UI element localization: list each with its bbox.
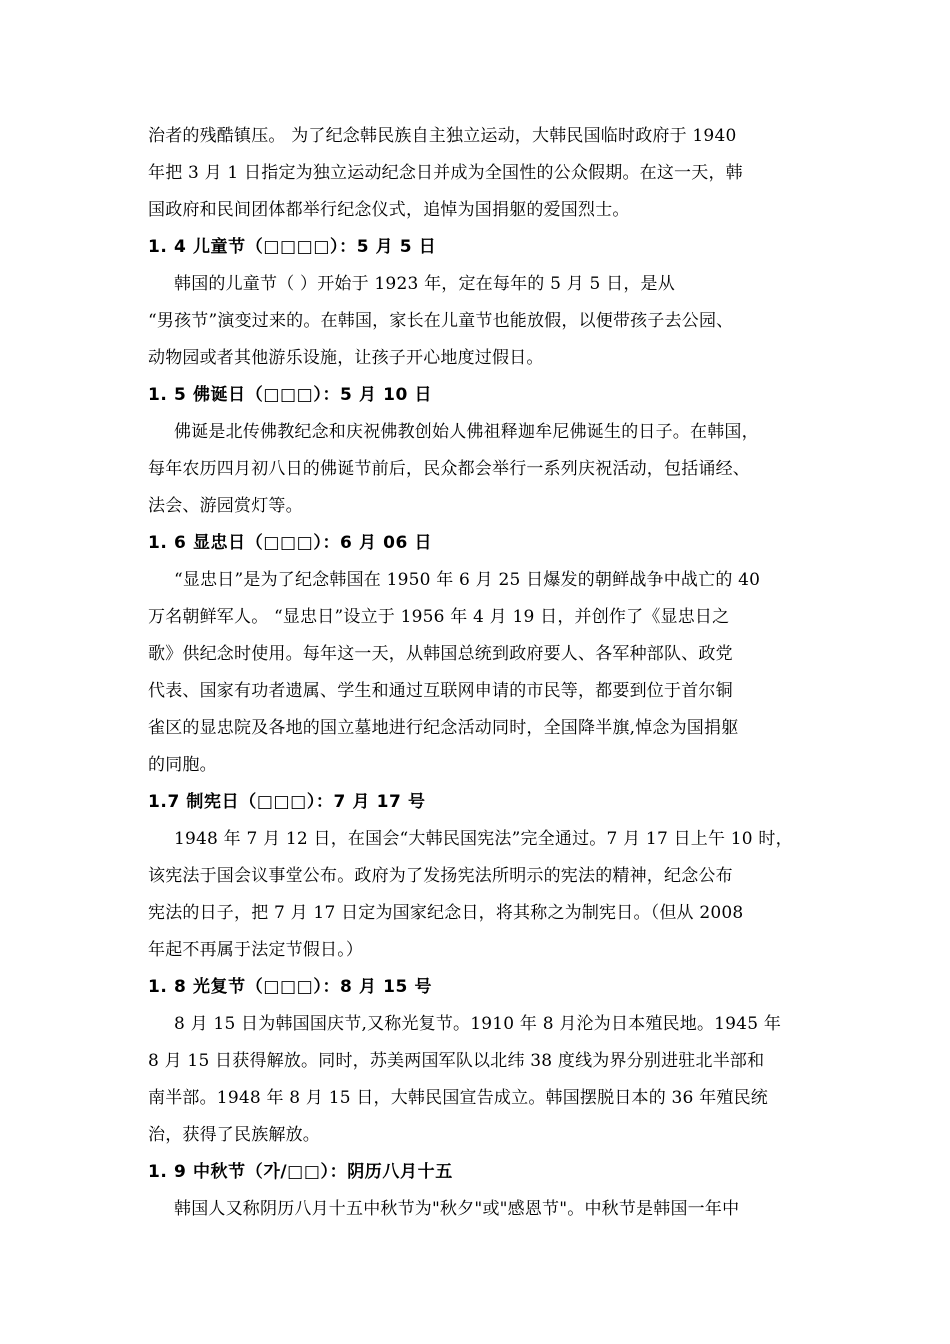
- paragraph-line: 韩国的儿童节（ ）开始于 1923 年，定在每年的 5 月 5 日，是从: [174, 274, 675, 294]
- paragraph-line: 8 月 15 日为韩国国庆节,又称光复节。1910 年 8 月沦为日本殖民地。1945 年: [174, 1014, 782, 1034]
- paragraph-line: 8 月 15 日获得解放。同时，苏美两国军队以北纬 38 度线为界分别进驻北半部和: [148, 1051, 765, 1071]
- paragraph-line: 动物园或者其他游乐设施，让孩子开心地度过假日。: [148, 348, 544, 368]
- paragraph-line: 雀区的显忠院及各地的国立墓地进行纪念活动同时，全国降半旗,悼念为国捐躯: [148, 718, 739, 738]
- paragraph-line: 治，获得了民族解放。: [148, 1125, 320, 1145]
- section-heading-memorial-day: 1. 6 显忠日（□□□）：6 月 06 日: [148, 533, 433, 553]
- paragraph-line: 年起不再属于法定节假日。）: [148, 940, 364, 960]
- paragraph-line: 韩国人又称阴历八月十五中秋节为"秋夕"或"感恩节"。中秋节是韩国一年中: [174, 1199, 740, 1219]
- paragraph-line: 代表、国家有功者遗属、学生和通过互联网申请的市民等，都要到位于首尔铜: [148, 681, 733, 701]
- paragraph-line: 年把 3 月 1 日指定为独立运动纪念日并成为全国性的公众假期。在这一天，韩: [148, 163, 743, 183]
- section-heading-liberation-day: 1. 8 光复节（□□□）：8 月 15 号: [148, 977, 433, 997]
- section-heading-childrens-day: 1. 4 儿童节（□□□□）：5 月 5 日: [148, 237, 437, 257]
- section-heading-buddhas-birthday: 1. 5 佛诞日（□□□）：5 月 10 日: [148, 385, 433, 405]
- paragraph-line: “显忠日”是为了纪念韩国在 1950 年 6 月 25 日爆发的朝鲜战争中战亡的 40: [174, 570, 761, 590]
- paragraph-line: 国政府和民间团体都举行纪念仪式，追悼为国捐躯的爱国烈士。: [148, 200, 630, 220]
- paragraph-line: 该宪法于国会议事堂公布。政府为了发扬宪法所明示的宪法的精神，纪念公布: [148, 866, 733, 886]
- paragraph-line: 歌》供纪念时使用。每年这一天，从韩国总统到政府要人、各军种部队、政党: [148, 644, 733, 664]
- paragraph-line: 每年农历四月初八日的佛诞节前后，民众都会举行一系列庆祝活动，包括诵经、: [148, 459, 750, 479]
- paragraph-line: 宪法的日子，把 7 月 17 日定为国家纪念日，将其称之为制宪日。（但从 2008: [148, 903, 744, 923]
- paragraph-line: 1948 年 7 月 12 日，在国会“大韩民国宪法”完全通过。7 月 17 日上午 10 时，: [174, 829, 793, 849]
- paragraph-line: 佛诞是北传佛教纪念和庆祝佛教创始人佛祖释迦牟尼佛诞生的日子。在韩国，: [174, 422, 759, 442]
- section-heading-constitution-day: 1.7 制宪日（□□□）：7 月 17 号: [148, 792, 426, 812]
- paragraph-line: 法会、游园赏灯等。: [148, 496, 303, 516]
- paragraph-line: “男孩节”演变过来的。在韩国，家长在儿童节也能放假，以便带孩子去公园、: [148, 311, 734, 331]
- paragraph-line: 万名朝鲜军人。 “显忠日”设立于 1956 年 4 月 19 日，并创作了《显忠日之: [148, 607, 730, 627]
- paragraph-line: 的同胞。: [148, 755, 217, 775]
- paragraph-line: 南半部。1948 年 8 月 15 日，大韩民国宣告成立。韩国摆脱日本的 36 年殖民统: [148, 1088, 768, 1108]
- section-heading-chuseok: 1. 9 中秋节（가/□□）：阴历八月十五: [148, 1162, 453, 1182]
- paragraph-line: 治者的残酷镇压。 为了纪念韩民族自主独立运动，大韩民国临时政府于 1940: [148, 126, 737, 146]
